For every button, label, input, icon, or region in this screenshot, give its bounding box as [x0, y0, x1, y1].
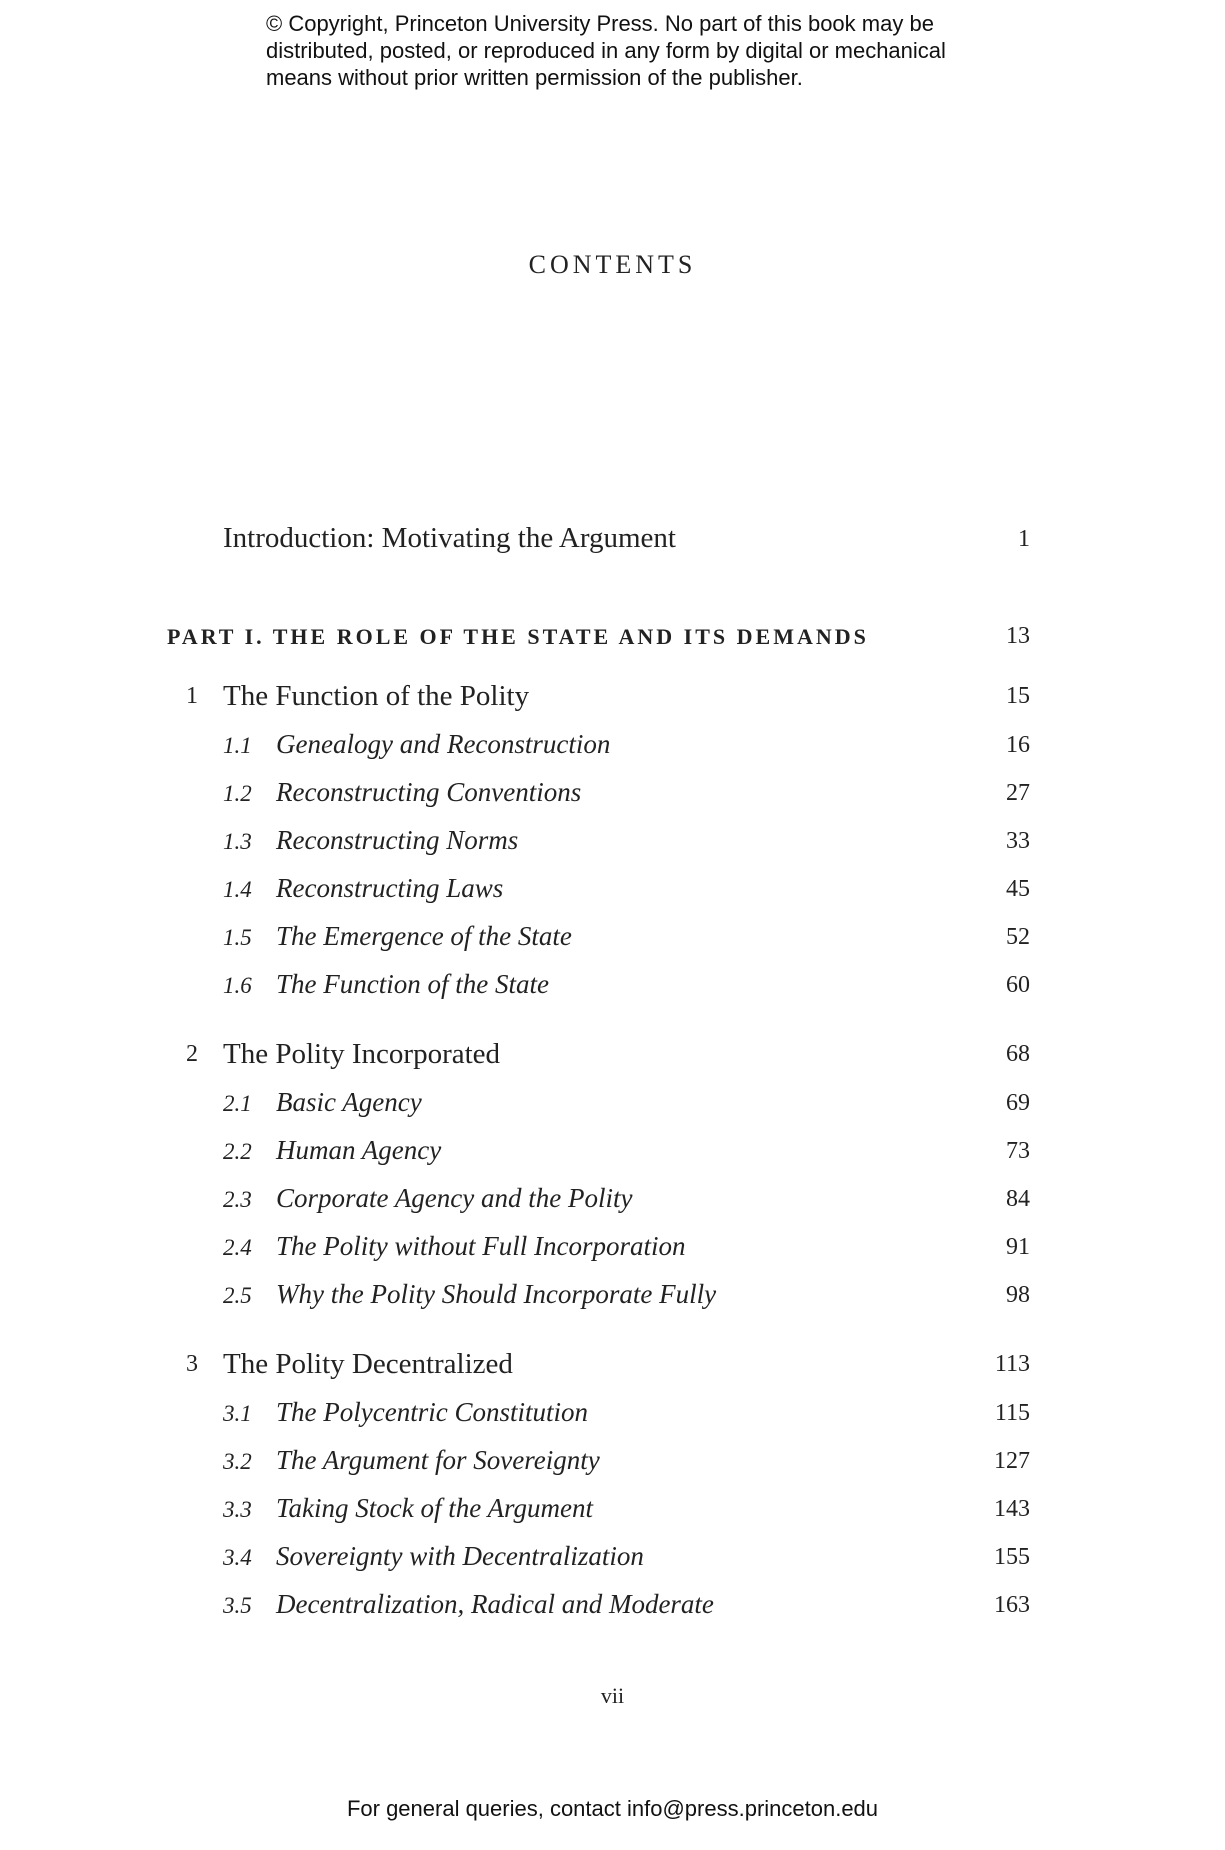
- copyright-line: distributed, posted, or reproduced in any form by digital or mechanical: [266, 38, 946, 63]
- toc-entry-page: 113: [994, 1351, 1030, 1377]
- toc-section[interactable]: [0, 1135, 1225, 1175]
- toc-section-title: The Polity without Full Incorporation: [276, 1231, 686, 1261]
- toc-entry-page: 68: [1006, 1041, 1030, 1067]
- toc-entry-page: 115: [994, 1400, 1030, 1426]
- toc-section-number: 1.2: [223, 781, 252, 806]
- toc-section-title: Reconstructing Norms: [276, 825, 519, 855]
- toc-chapter[interactable]: [0, 680, 1225, 720]
- toc-section-number: 3.2: [223, 1449, 252, 1474]
- toc-part-heading[interactable]: [0, 620, 1225, 660]
- toc-section[interactable]: [0, 1541, 1225, 1581]
- toc-entry-page: 127: [994, 1448, 1030, 1474]
- toc-chapter-title: The Function of the Polity: [223, 680, 530, 712]
- toc-section[interactable]: [0, 1183, 1225, 1223]
- toc-section[interactable]: [0, 969, 1225, 1009]
- toc-entry-introduction[interactable]: [0, 522, 1225, 562]
- toc-chapter[interactable]: [0, 1038, 1225, 1078]
- toc-section[interactable]: [0, 729, 1225, 769]
- toc-entry-page: 33: [1006, 828, 1030, 854]
- toc-section-title: Taking Stock of the Argument: [276, 1493, 593, 1523]
- toc-chapter-title: The Polity Incorporated: [223, 1038, 501, 1070]
- toc-section-title: Basic Agency: [276, 1087, 422, 1117]
- toc-section-title: Reconstructing Conventions: [276, 777, 582, 807]
- toc-section[interactable]: [0, 777, 1225, 817]
- toc-entry-page: 1: [1018, 526, 1030, 552]
- toc-entry-page: 73: [1006, 1138, 1030, 1164]
- toc-section-number: 2.4: [223, 1235, 252, 1260]
- toc-entry-page: 84: [1006, 1186, 1030, 1212]
- toc-section[interactable]: [0, 1445, 1225, 1485]
- toc-section-number: 3.1: [223, 1401, 252, 1426]
- page-number: vii: [600, 1683, 625, 1708]
- copyright-line: means without prior written permission of the publisher.: [266, 65, 803, 90]
- toc-section-title: The Polycentric Constitution: [276, 1397, 588, 1427]
- toc-chapter-number: 1: [186, 683, 198, 709]
- toc-section-number: 3.3: [223, 1497, 252, 1522]
- toc-section-number: 2.5: [223, 1283, 252, 1308]
- toc-section-title: Reconstructing Laws: [276, 873, 504, 903]
- toc-section-title: Why the Polity Should Incorporate Fully: [276, 1279, 717, 1309]
- toc-section-number: 1.6: [223, 973, 252, 998]
- toc-entry-page: 163: [994, 1592, 1030, 1618]
- toc-section-number: 1.5: [223, 925, 252, 950]
- toc-section-title: Human Agency: [276, 1135, 442, 1165]
- toc-entry-page: 13: [1006, 623, 1030, 649]
- toc-entry-page: 91: [1006, 1234, 1030, 1260]
- toc-section-number: 2.3: [223, 1187, 252, 1212]
- toc-section[interactable]: [0, 921, 1225, 961]
- toc-section-title: The Argument for Sovereignty: [276, 1445, 600, 1475]
- toc-section-title: The Emergence of the State: [276, 921, 572, 951]
- toc-section-title: Decentralization, Radical and Moderate: [276, 1589, 714, 1619]
- toc-entry-page: 15: [1006, 683, 1030, 709]
- toc-entry-page: 155: [994, 1544, 1030, 1570]
- toc-section-number: 2.2: [223, 1139, 252, 1164]
- toc-entry-page: 45: [1006, 876, 1030, 902]
- toc-entry-title: Introduction: Motivating the Argument: [223, 522, 676, 554]
- toc-entry-page: 98: [1006, 1282, 1030, 1308]
- toc-entry-page: 60: [1006, 972, 1030, 998]
- toc-section[interactable]: [0, 1231, 1225, 1271]
- toc-entry-page: 52: [1006, 924, 1030, 950]
- contact-footer: For general queries, contact info@press.princeton.edu: [346, 1796, 879, 1821]
- toc-section-title: Sovereignty with Decentralization: [276, 1541, 644, 1571]
- toc-section-number: 3.5: [223, 1593, 252, 1618]
- toc-section-number: 3.4: [223, 1545, 252, 1570]
- toc-entry-page: 16: [1006, 732, 1030, 758]
- toc-section[interactable]: [0, 1589, 1225, 1629]
- toc-chapter-number: 2: [186, 1041, 198, 1067]
- copyright-line: © Copyright, Princeton University Press. No part of this book may be: [266, 11, 934, 36]
- toc-section[interactable]: [0, 873, 1225, 913]
- toc-chapter-number: 3: [186, 1351, 198, 1377]
- toc-entry-page: 143: [994, 1496, 1030, 1522]
- toc-section-title: The Function of the State: [276, 969, 549, 999]
- toc-part-title: PART I. THE ROLE OF THE STATE AND ITS DEMANDS: [167, 624, 869, 649]
- toc-section-number: 1.3: [223, 829, 252, 854]
- toc-section-number: 1.1: [223, 733, 252, 758]
- toc-section[interactable]: [0, 1493, 1225, 1533]
- toc-entry-page: 69: [1006, 1090, 1030, 1116]
- toc-chapter[interactable]: [0, 1348, 1225, 1388]
- toc-entry-page: 27: [1006, 780, 1030, 806]
- toc-section-number: 2.1: [223, 1091, 252, 1116]
- toc-section[interactable]: [0, 1087, 1225, 1127]
- toc-section[interactable]: [0, 1397, 1225, 1437]
- toc-section-title: Corporate Agency and the Polity: [276, 1183, 633, 1213]
- toc-section-number: 1.4: [223, 877, 252, 902]
- toc-section-title: Genealogy and Reconstruction: [276, 729, 611, 759]
- toc-section[interactable]: [0, 1279, 1225, 1319]
- toc-section[interactable]: [0, 825, 1225, 865]
- contents-heading: CONTENTS: [528, 250, 697, 279]
- toc-chapter-title: The Polity Decentralized: [223, 1348, 513, 1380]
